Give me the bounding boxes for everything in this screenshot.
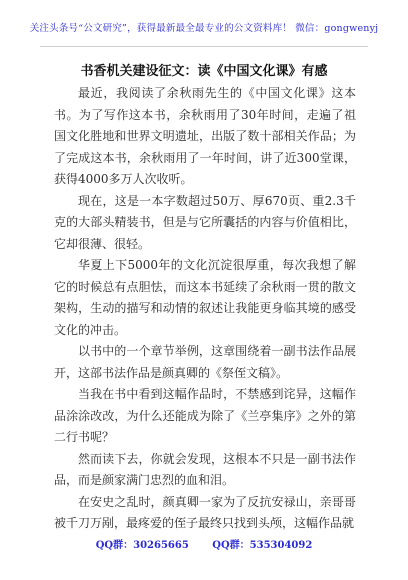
paragraph: 最近，我阅读了余秋雨先生的《中国文化课》这本书。为了写作这本书，余秋雨用了30年时间，走遍了祖国文化胜地和世界文明遗址，出版了数十部相关作品；为了完成这本书，余秋雨用了一年时间，讲了近300堂课，获得4000多万人次收听。 [54, 86, 356, 186]
document-title: 书香机关建设征文：读《中国文化课》有感 [80, 64, 328, 79]
paragraph: 在安史之乱时，颜真卿一家为了反抗安禄山，亲哥哥被千刀万剐，最疼爱的侄子最终只找到头颅，这幅作品就 [54, 494, 356, 530]
header-divider [40, 46, 368, 47]
paragraph: 当我在书中看到这幅作品时，不禁感到诧异，这幅作品涂涂改改，为什么还能成为除了《兰亭集序》之外的第二行书呢？ [54, 387, 356, 444]
page-header: 关注头条号“公文研究”，获得最新最全最专业的公文资料库！ 微信：gongwenyj [29, 23, 379, 34]
page-footer [0, 536, 408, 551]
qq-group-2: QQ群：535304092 [212, 540, 313, 551]
qq-group-1: QQ群：30265665 [95, 540, 189, 551]
document-body [54, 83, 356, 535]
paragraph: 现在，这是一本字数超过50万、厚670页、重2.3千克的大部头精装书，但是与它所囊括的内容与价值相比，它却很薄、很轻。 [54, 193, 356, 251]
paragraph: 以书中的一个章节举例，这章围绕着一副书法作品展开，这部书法作品是颜真卿的《祭侄文稿》。 [54, 344, 356, 380]
paragraph: 华夏上下5000年的文化沉淀很厚重，每次我想了解它的时候总有点胆怯，而这本书延续了余秋雨一贯的散文架构，生动的描写和动情的叙述让我能更身临其境的感受文化的冲击。 [54, 258, 356, 337]
paragraph: 然而读下去，你就会发现，这根本不只是一副书法作品，而是颜家满门忠烈的血和泪。 [54, 451, 356, 487]
